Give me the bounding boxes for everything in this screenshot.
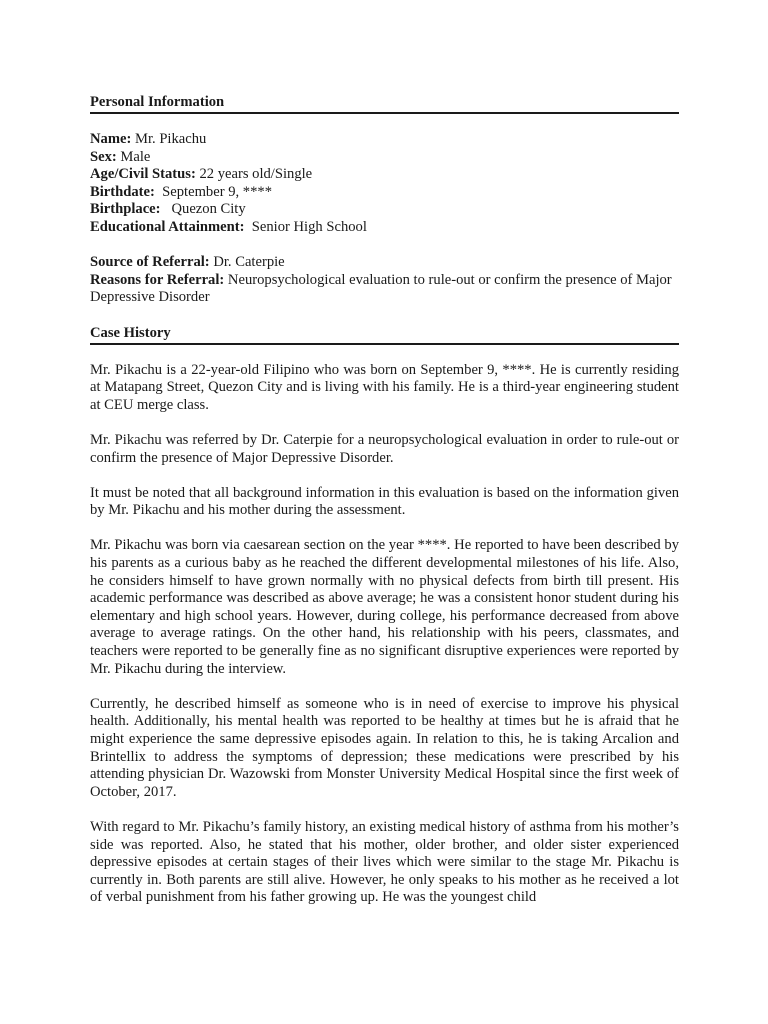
birthdate-label: Birthdate:	[90, 183, 155, 200]
case-history-heading: Case History	[90, 325, 679, 345]
sex-field	[90, 149, 679, 167]
name-value: Mr. Pikachu	[131, 131, 207, 147]
sex-value: Male	[116, 148, 151, 165]
document-page	[90, 94, 679, 907]
case-history-paragraph-4: Mr. Pikachu was born via caesarean section on the year ****. He reported to have been described by his parents as a curious baby as he reached the different developmental milestones of his life. Also, he considers himself to have grown normally with no physical defects from birth till present. His academic performance was described as above average; he was a consistent honor student during his elementary and high school years. However, during college, his performance decreased from above average to average ratings. On the other hand, his relationship with his peers, classmates, and teachers were reported to be generally fine as no significant disruptive experiences were reported by Mr. Pikachu during the interview.	[90, 537, 679, 677]
birthdate-value: September 9, ****	[154, 183, 272, 200]
case-history-paragraph-5: Currently, he described himself as someone who is in need of exercise to improve his physical health. Additionally, his mental health was reported to be healthy at times but he is afraid that he might experience the same depressive episodes again. In relation to this, he is taking Arcalion and Brintellix to address the symptoms of depression; these medications were prescribed by his attending physician Dr. Wazowski from Monster University Medical Hospital since the first week of October, 2017.	[90, 695, 679, 800]
case-history-paragraph-6: With regard to Mr. Pikachu’s family history, an existing medical history of asthma from his mother’s side was reported. Also, he stated that his mother, older brother, and older sister experienced depressive episodes at certain stages of their lives which were similar to the stage Mr. Pikachu is currently in. Both parents are still alive. However, he only speaks to his mother as he received a lot of verbal punishment from his father growing up. He was the youngest child	[90, 818, 679, 906]
age-civil-status-field	[90, 166, 679, 184]
case-history-paragraph-2: Mr. Pikachu was referred by Dr. Caterpie for a neuropsychological evaluation in order to rule-out or confirm the presence of Major Depressive Disorder.	[90, 431, 679, 466]
reasons-label: Reasons for Referral:	[90, 271, 225, 288]
source-value: Dr. Caterpie	[209, 254, 285, 271]
reasons-value: Neuropsychological evaluation to rule-out or confirm the presence of Major Depressive Disorder	[90, 271, 672, 306]
education-label: Educational Attainment:	[90, 218, 245, 235]
birthplace-field	[90, 201, 679, 219]
case-history-paragraph-1: Mr. Pikachu is a 22-year-old Filipino who was born on September 9, ****. He is currently residing at Matapang Street, Quezon City and is living with his family. He is a third-year engineering student at CEU merge class.	[90, 361, 679, 413]
reasons-for-referral-field	[90, 272, 679, 307]
name-label: Name:	[90, 131, 132, 147]
birthdate-field	[90, 184, 679, 202]
birthplace-value: Quezon City	[160, 201, 246, 218]
education-value: Senior High School	[244, 218, 367, 235]
age-value: 22 years old/Single	[195, 166, 313, 183]
birthplace-label: Birthplace:	[90, 201, 161, 218]
name-field	[90, 131, 679, 149]
source-label: Source of Referral:	[90, 254, 210, 271]
personal-information-heading: Personal Information	[90, 94, 679, 114]
case-history-paragraph-3: It must be noted that all background information in this evaluation is based on the information given by Mr. Pikachu and his mother during the assessment.	[90, 484, 679, 519]
age-label: Age/Civil Status:	[90, 166, 196, 183]
sex-label: Sex:	[90, 148, 117, 165]
source-of-referral-field	[90, 254, 679, 272]
educational-attainment-field	[90, 219, 679, 237]
